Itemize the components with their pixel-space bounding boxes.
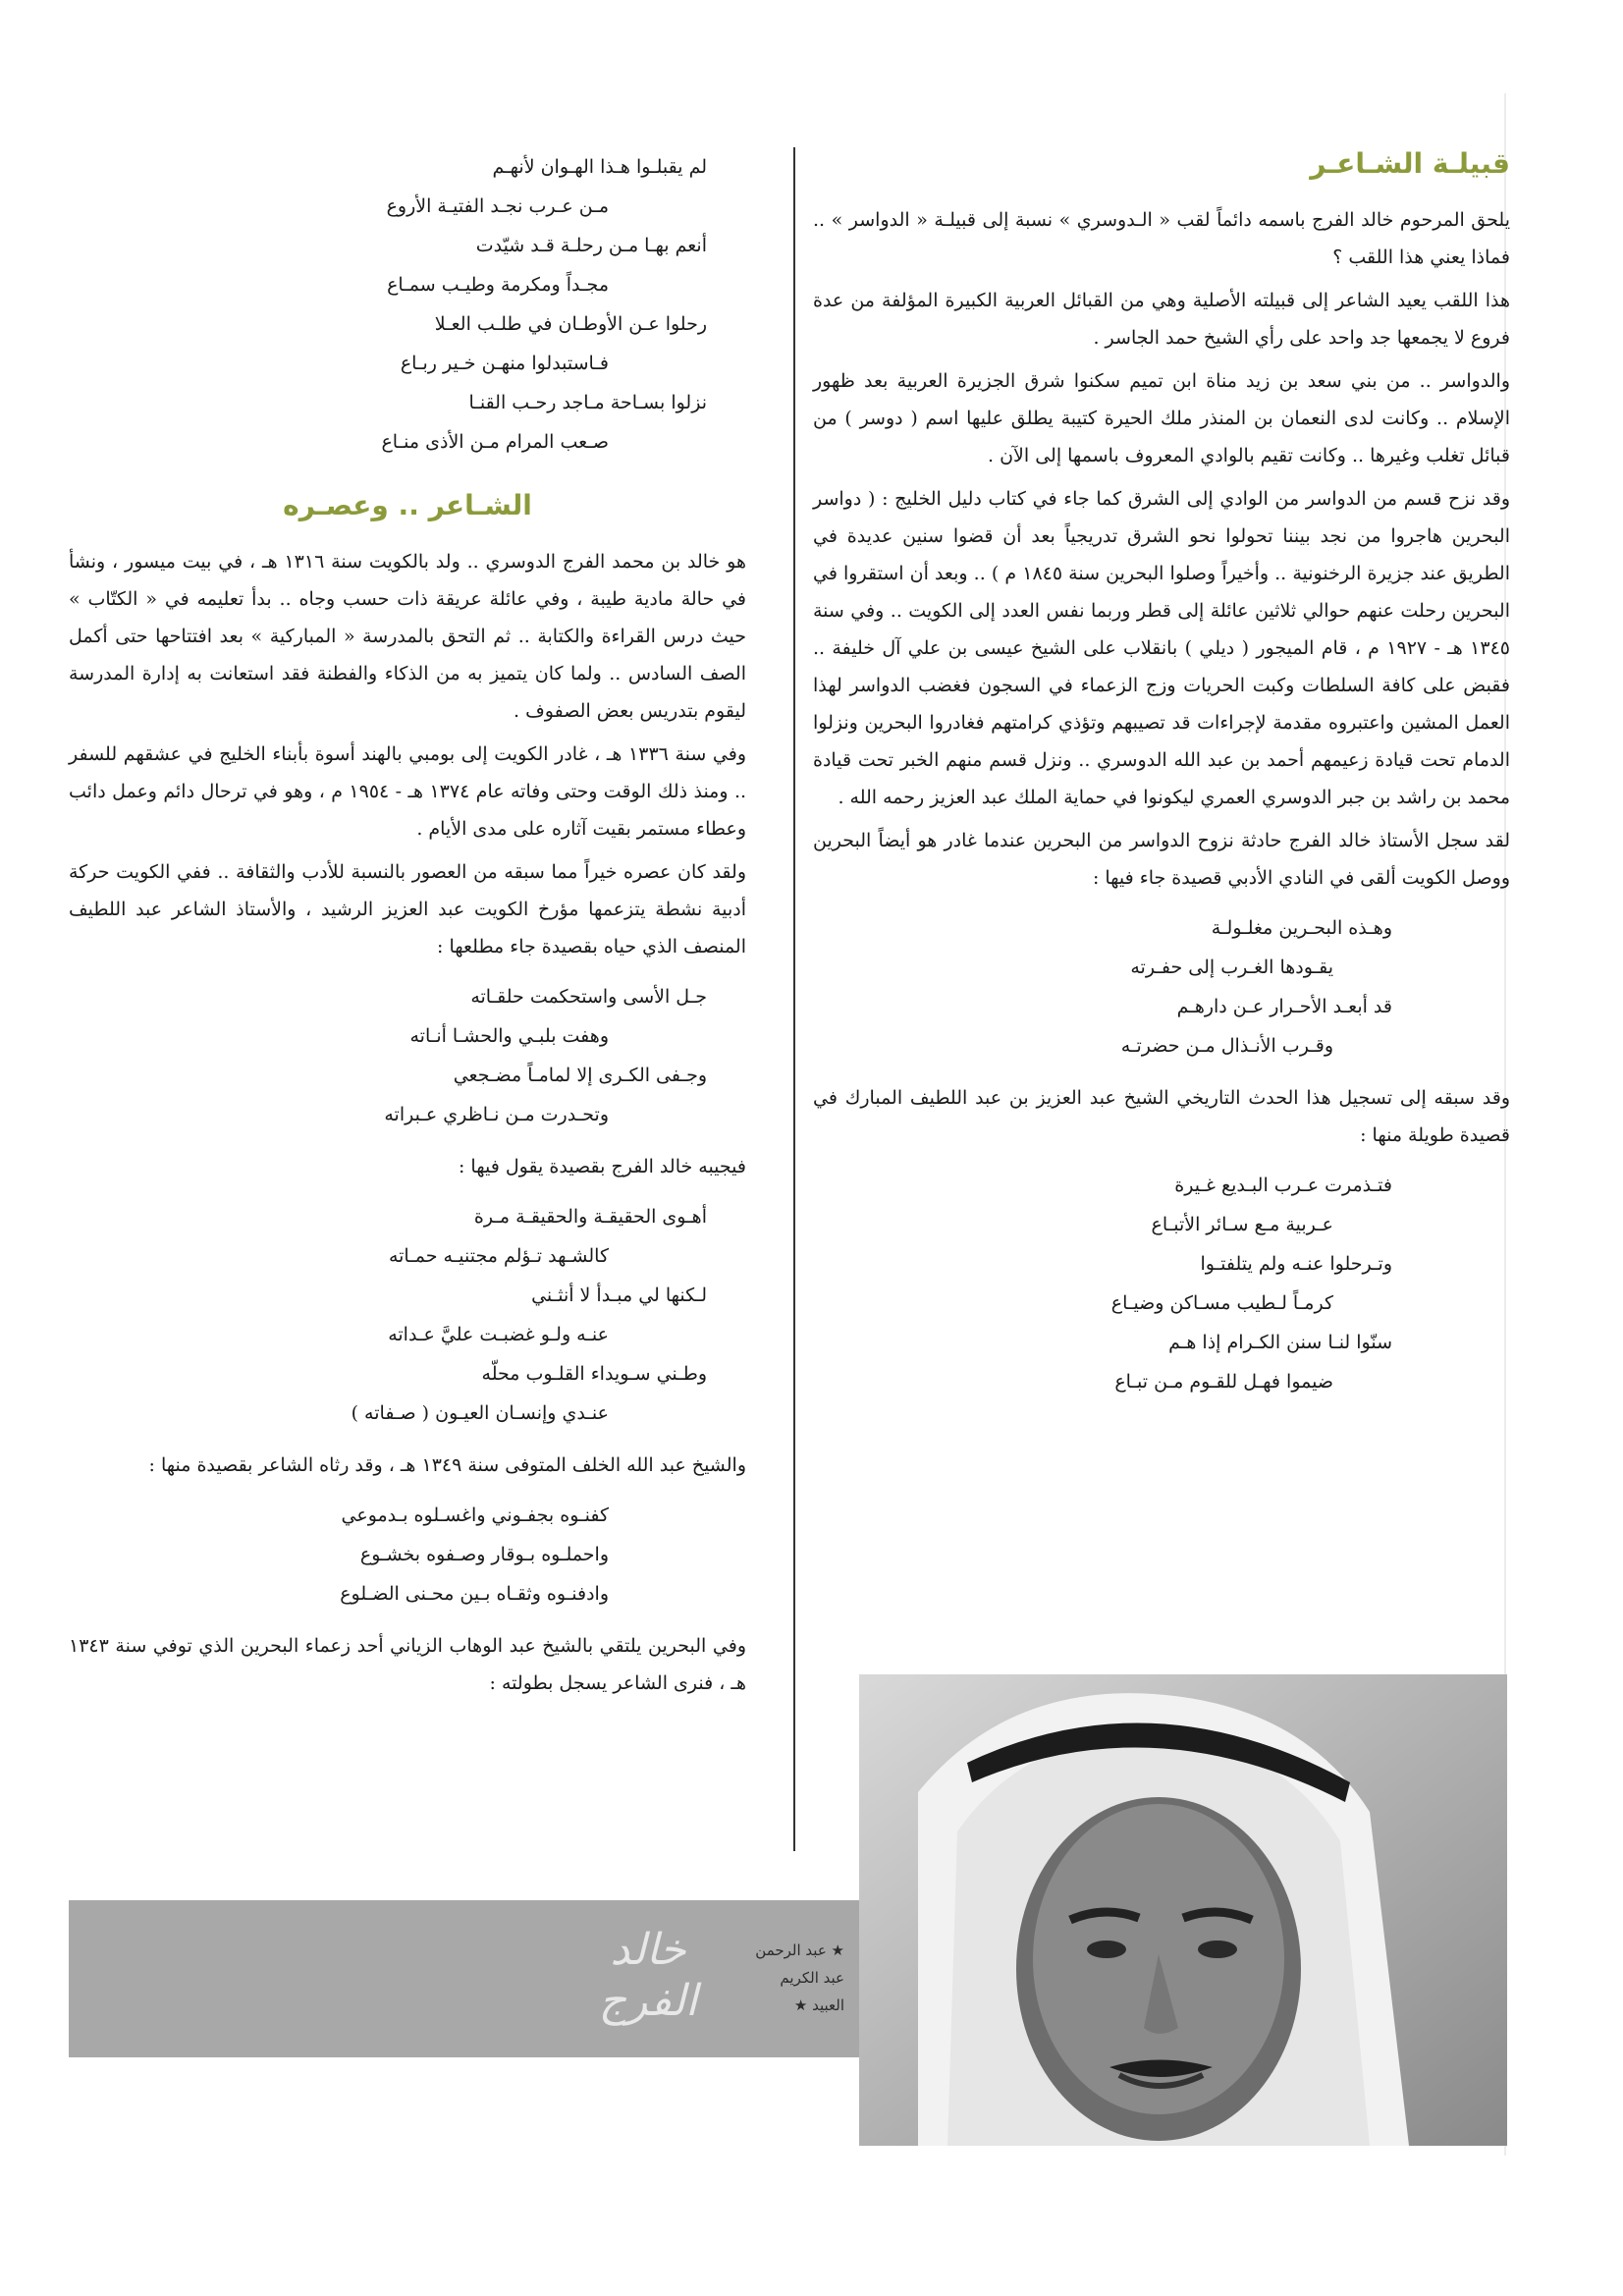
paragraph: وقد سبقه إلى تسجيل هذا الحدث التاريخي الشيخ عبد العزيز بن عبد اللطيف المبارك في قصيدة طويلة منها : — [813, 1087, 1510, 1146]
poem-verse: وادفنـوه وثقـاه بـين محـنى الضـلوع — [340, 1583, 609, 1605]
poem-verse: قد أبعـد الأحـرار عـن دارهـم — [1176, 996, 1392, 1017]
section-heading-tribe: قبيلـة الشـاعـر — [1310, 147, 1510, 180]
paragraph: وقد نزح قسم من الدواسر من الوادي إلى الشرق كما جاء في كتاب دليل الخليج : ( دواسر البحرين هاجروا من نجد بيننا تحولوا نحو الشرق تدريجياً بعد أن قضوا سنين عديدة في الطريق عند جزيرة الرخنونية .. وأخيراً وصلوا البحرين سنة ١٨٤٥ م ) .. وبعد أن استقروا في البحرين رحلت عنهم حوالي ثلاثين عائلة إلى قطر وربما نفس العدد إلى الكويت .. وفي سنة ١٣٤٥ هـ - ١٩٢٧ م ، قام الميجور ( ديلي ) بانقلاب على الشيخ عيسى بن علي آل خليفة .. فقبض على كافة السلطات وكبت الحريات وزج الزعماء في السجون فغضب الدواسر لهذا العمل المشين واعتبروه مقدمة لإجراءات قد تصيبهم وتؤذي كرامتهم فغادروا البحرين ونزلوا الدمام تحت قيادة زعيمهم أحمد بن عبد الله الدوسري .. ونزل قسم منهم الخبر تحت قيادة محمد بن راشد بن جبر الدوسري العمري ليكونوا في حماية الملك عبد العزيز رحمه الله . — [813, 488, 1510, 808]
poem-verse: كرمـاً لـطيب مسـاكن وضيـاع — [1110, 1292, 1333, 1314]
poem-verse: سنّوا لنـا سنن الكـرام إذا هـم — [1168, 1332, 1392, 1353]
right-column — [813, 147, 1510, 1415]
article-credit — [729, 1937, 844, 2019]
poem-mubarak — [813, 1166, 1510, 1401]
poem-reply — [69, 1197, 746, 1433]
paragraph: هو خالد بن محمد الفرج الدوسري .. ولد بالكويت سنة ١٣١٦ هـ ، في بيت ميسور ، ونشأ في حالة مادية طيبة ، وفي عائلة عريقة ذات حسب وجاه .. بدأ تعليمه في « الكتّاب » حيث درس القراءة والكتابة .. ثم التحق بالمدرسة « المباركية » بعد افتتاحها حتى أكمل الصف السادس .. ولما كان يتميز به من الذكاء والفطنة فقد استعانت به إدارة المدرسة ليقوم بتدريس بعض الصفوف . — [69, 551, 746, 722]
poem-verse: صـعب المرام مـن الأذى منـاع — [381, 431, 609, 453]
poem-verse: نزلوا بسـاحة مـاجد رحـب القنـا — [468, 392, 707, 413]
credit-line: عبد الكريم — [780, 1969, 844, 1987]
poem-verse: وتـرحلوا عنـه ولم يتلفتـوا — [1200, 1253, 1392, 1275]
portrait-illustration — [859, 1674, 1507, 2146]
poem-verse: فـاستبدلوا منهـن خـير ربـاع — [400, 353, 609, 374]
poem-verse: ضيموا فهـل للقـوم مـن تبـاع — [1114, 1371, 1333, 1393]
poem-verse: أنعم بهـا مـن رحلـة قـد شيّدت — [475, 235, 707, 256]
paragraph: والدواسر .. من بني سعد بن زيد مناة ابن تميم سكنوا شرق الجزيرة العربية بعد ظهور الإسلام .. وكانت لدى النعمان بن المنذر ملك الحيرة كتيبة يطلق عليها اسم ( دوسر ) من قبائل تغلب وغيرها .. وكانت تقيم بالوادي المعروف باسمها إلى الآن . — [813, 370, 1510, 466]
poem-verse: لـكنها لي مبـدأ لا أنثـني — [531, 1285, 707, 1306]
poem-verse: وهفت بلبـي والحشـا أنـاته — [409, 1025, 609, 1047]
paragraph: هذا اللقب يعيد الشاعر إلى قبيلته الأصلية وهي من القبائل العربية الكبيرة المؤلفة من عدة فروع لا يجمعها جد واحد على رأي الشيخ حمد الجاسر . — [813, 290, 1510, 349]
poem-verse: رحلوا عـن الأوطـان في طلـب العـلا — [434, 313, 707, 335]
poem-verse: يقـودها الغـرب إلى حفـرته — [1130, 957, 1333, 978]
credit-line: العبيد ★ — [793, 1996, 844, 2014]
poet-portrait-photo — [859, 1674, 1507, 2146]
poem-verse: لم يقبلـوا هـذا الهـوان لأنهـم — [492, 156, 707, 178]
poem-verse: عنـدي وإنسـان العيـون ( صـفاته ) — [351, 1402, 609, 1424]
poem-verse: عـربية مـع سـائر الأتبـاع — [1151, 1214, 1333, 1235]
paragraph: وفي سنة ١٣٣٦ هـ ، غادر الكويت إلى بومبي بالهند أسوة بأبناء الخليج في عشقهم للسفر .. ومنذ ذلك الوقت وحتى وفاته عام ١٣٧٤ هـ - ١٩٥٤ م ، وهو في ترحال دائم وعمل دائب وعطاء مستمر بقيت آثاره على مدى الأيام . — [69, 743, 747, 840]
left-column — [69, 147, 746, 1708]
poem-verse: وقـرب الأنـذال مـن حضرتـه — [1120, 1035, 1333, 1057]
poem-munasif — [69, 977, 746, 1134]
signature-line: خالد — [610, 1925, 686, 1975]
poem-verse: وجـفى الكـرى إلا لمامـاً مضـجعي — [453, 1065, 707, 1086]
poem-elegy — [69, 1496, 746, 1613]
paragraph: والشيخ عبد الله الخلف المتوفى سنة ١٣٤٩ هـ ، وقد رثاه الشاعر بقصيدة منها : — [148, 1454, 746, 1476]
credit-line: ★ عبد الرحمن — [755, 1941, 844, 1959]
poem-verse: وطـني سـويداء القلـوب محلّه — [481, 1363, 707, 1385]
paragraph: يلحق المرحوم خالد الفرج باسمه دائماً لقب « الـدوسري » نسبة إلى قبيلـة « الدواسر » .. فماذا يعني هذا اللقب ؟ — [813, 209, 1510, 268]
poem-verse: عنـه ولـو غضبـت عليَّ عـداته — [388, 1324, 609, 1345]
poem-verse: كفنـوه بجفـوني واغسـلوه بـدموعي — [341, 1504, 609, 1526]
paragraph: ولقد كان عصره خيراً مما سبقه من العصور بالنسبة للأدب والثقافة .. ففي الكويت حركة أدبية نشطة يتزعمها مؤرخ الكويت عبد العزيز الرشيد ، والأستاذ الشاعر عبد اللطيف المنصف الذي حياه بقصيدة جاء مطلعها : — [69, 861, 746, 957]
author-signature — [574, 1925, 722, 2033]
column-divider — [793, 147, 795, 1851]
poem-bahrain — [813, 908, 1510, 1066]
poem-verse: جـل الأسى واستحكمت حلقـاته — [470, 986, 707, 1008]
poem-verse: وهـذه البحـرين مغلـولـة — [1211, 917, 1392, 939]
poem-top — [69, 147, 746, 462]
poem-verse: فتـذمرت عـرب البـديع غـيرة — [1174, 1175, 1392, 1196]
paragraph: لقد سجل الأستاذ خالد الفرج حادثة نزوح الدواسر من البحرين عندما غادر هو أيضاً البحرين ووصل الكويت ألقى في النادي الأدبي قصيدة جاء فيها : — [813, 830, 1510, 889]
poem-verse: واحملـوه بـوقار وصـفوه بخشـوع — [359, 1544, 609, 1565]
paragraph: فيجيبه خالد الفرج بقصيدة يقول فيها : — [458, 1156, 746, 1177]
poem-verse: وتحـدرت مـن نـاظري عـبراته — [384, 1104, 609, 1125]
poem-verse: كالشـهد تـؤلم مجتنيـه حمـاته — [388, 1245, 609, 1267]
signature-line: الفرج — [598, 1976, 698, 2026]
poem-verse: مـن عـرب نجـد الفتيـة الأروع — [386, 195, 609, 217]
paragraph: وفي البحرين يلتقي بالشيخ عبد الوهاب الزياني أحد زعماء البحرين الذي توفي سنة ١٣٤٣ هـ ، فنرى الشاعر يسجل بطولته : — [69, 1635, 746, 1694]
section-heading-era: الشـاعر .. وعصـره — [283, 489, 532, 521]
poem-verse: أهـوى الحقيقـة والحقيقـة مـرة — [473, 1206, 707, 1228]
poem-verse: مجـداً ومكرمة وطيـب سمـاع — [387, 274, 609, 296]
